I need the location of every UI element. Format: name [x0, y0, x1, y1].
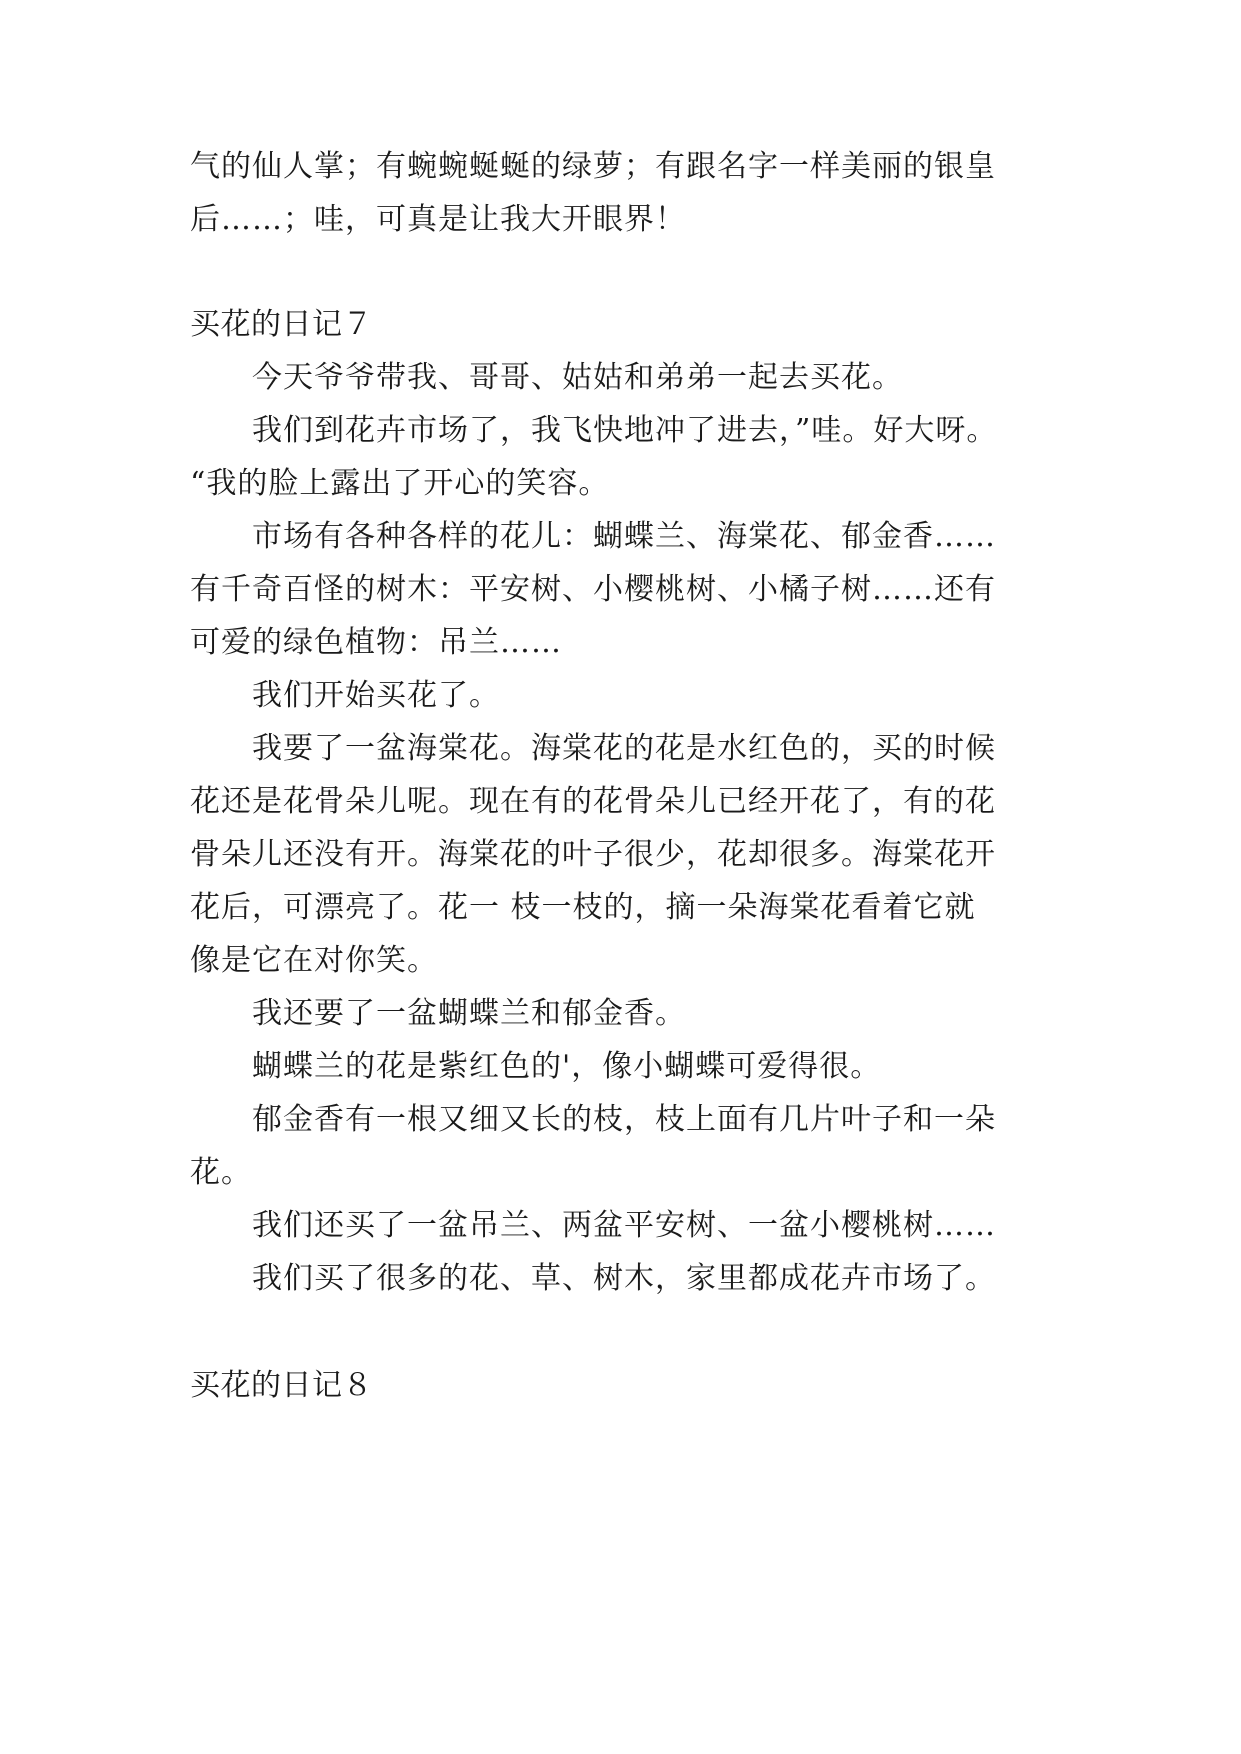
paragraph-line: 有千奇百怪的树木：平安树、小樱桃树、小橘子树……还有	[190, 572, 996, 607]
paragraph-line: 市场有各种各样的花儿：蝴蝶兰、海棠花、郁金香……	[252, 519, 996, 554]
paragraph-line: 我还要了一盆蝴蝶兰和郁金香。	[252, 996, 686, 1031]
paragraph-line: 我们买了很多的花、草、树木，家里都成花卉市场了。	[252, 1261, 996, 1296]
paragraph-line: 蝴蝶兰的花是紫红色的'，像小蝴蝶可爱得很。	[252, 1049, 882, 1084]
paragraph-line: 我们开始买花了。	[252, 678, 500, 713]
paragraph-line: “我的脸上露出了开心的笑容。	[190, 466, 610, 501]
entry-title: 买花的日记８	[190, 1368, 373, 1403]
paragraph-line: 花。	[190, 1155, 252, 1190]
paragraph-line: 像是它在对你笑。	[190, 943, 438, 978]
paragraph-line: 郁金香有一根又细又长的枝，枝上面有几片叶子和一朵	[252, 1102, 996, 1137]
paragraph-line: 骨朵儿还没有开。海棠花的叶子很少，花却很多。海棠花开	[190, 837, 996, 872]
paragraph-line: 我们还买了一盆吊兰、两盆平安树、一盆小樱桃树……	[252, 1208, 996, 1243]
paragraph-line: 我们到花卉市场了，我飞快地冲了进去，”哇。好大呀。	[252, 413, 998, 448]
paragraph-line: 我要了一盆海棠花。海棠花的花是水红色的，买的时候	[252, 731, 996, 766]
paragraph-line: 后……；哇，可真是让我大开眼界！	[190, 202, 686, 237]
paragraph-line: 花还是花骨朵儿呢。现在有的花骨朵儿已经开花了，有的花	[190, 784, 996, 819]
paragraph-line: 气的仙人掌；有蜿蜿蜒蜒的绿萝；有跟名字一样美丽的银皇	[190, 149, 996, 184]
paragraph-line: 可爱的绿色植物：吊兰……	[190, 625, 562, 660]
paragraph-line: 花后，可漂亮了。花一 枝一枝的，摘一朵海棠花看着它就	[190, 890, 976, 925]
entry-title: 买花的日记７	[190, 307, 373, 342]
paragraph-line: 今天爷爷带我、哥哥、姑姑和弟弟一起去买花。	[252, 360, 903, 395]
